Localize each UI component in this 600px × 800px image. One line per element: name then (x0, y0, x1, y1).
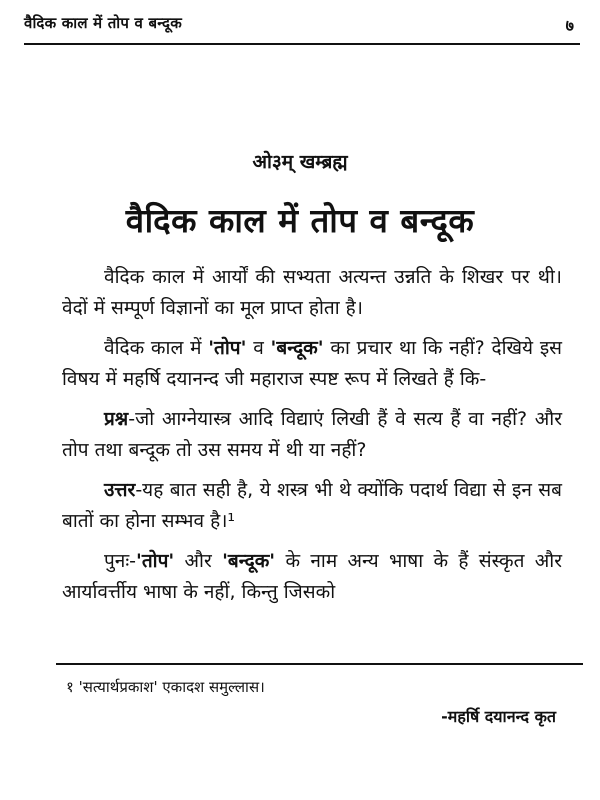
bold-term: 'तोप' (208, 337, 247, 359)
question-label: प्रश्न (104, 408, 129, 430)
running-title: वैदिक काल में तोप व बन्दूक (24, 14, 182, 32)
text-run: वैदिक काल में (104, 337, 209, 359)
author-credit: -महर्षि दयानन्द कृत (441, 707, 556, 726)
text-run: व (246, 337, 271, 359)
body-text (62, 262, 562, 607)
bold-term: 'बन्दूक' (222, 550, 276, 572)
text-run: -यह बात सही है, ये शस्त्र भी थे क्योंकि पदार्थ विद्या से इन सब बातों का होना सम्भव है।¹ (62, 479, 562, 532)
paragraph (62, 475, 562, 536)
page-number: ७ (565, 16, 574, 35)
bold-term: 'तोप' (136, 550, 175, 572)
header-rule (24, 43, 580, 45)
footnote: १ 'सत्यार्थप्रकाश' एकादश समुल्लास। (66, 678, 265, 696)
invocation-line: ओ३म् खम्ब्रह्म (252, 151, 348, 173)
chapter-title: वैदिक काल में तोप व बन्दूक (125, 201, 475, 240)
paragraph (62, 546, 562, 607)
paragraph (62, 404, 562, 465)
text-run: पुनः- (104, 550, 137, 572)
paragraph (62, 333, 562, 394)
bold-term: 'बन्दूक' (270, 337, 324, 359)
footnote-rule (56, 663, 583, 665)
text-run: का प्रचार था कि नहीं? देखिये इस विषय में महर्षि दयानन्द जी महाराज स्पष्ट रूप में लिखते हैं कि- (62, 337, 562, 390)
text-run: के नाम अन्य भाषा के हैं संस्कृत और आर्यावर्त्तीय भाषा के नहीं, किन्तु जिसको (62, 550, 562, 603)
answer-label: उत्तर (104, 479, 136, 501)
paragraph (62, 262, 562, 323)
text-run: -जो आग्नेयास्त्र आदि विद्याएं लिखी हैं वे सत्य हैं वा नहीं? और तोप तथा बन्दूक तो उस समय में थी या नहीं? (62, 408, 562, 461)
text-run: और (174, 550, 223, 572)
running-header (24, 13, 580, 41)
text-run: वैदिक काल में आर्यों की सभ्यता अत्यन्त उन्नति के शिखर पर थी। वेदों में सम्पूर्ण विज्ञानों का मूल प्राप्त होता है। (62, 266, 562, 319)
